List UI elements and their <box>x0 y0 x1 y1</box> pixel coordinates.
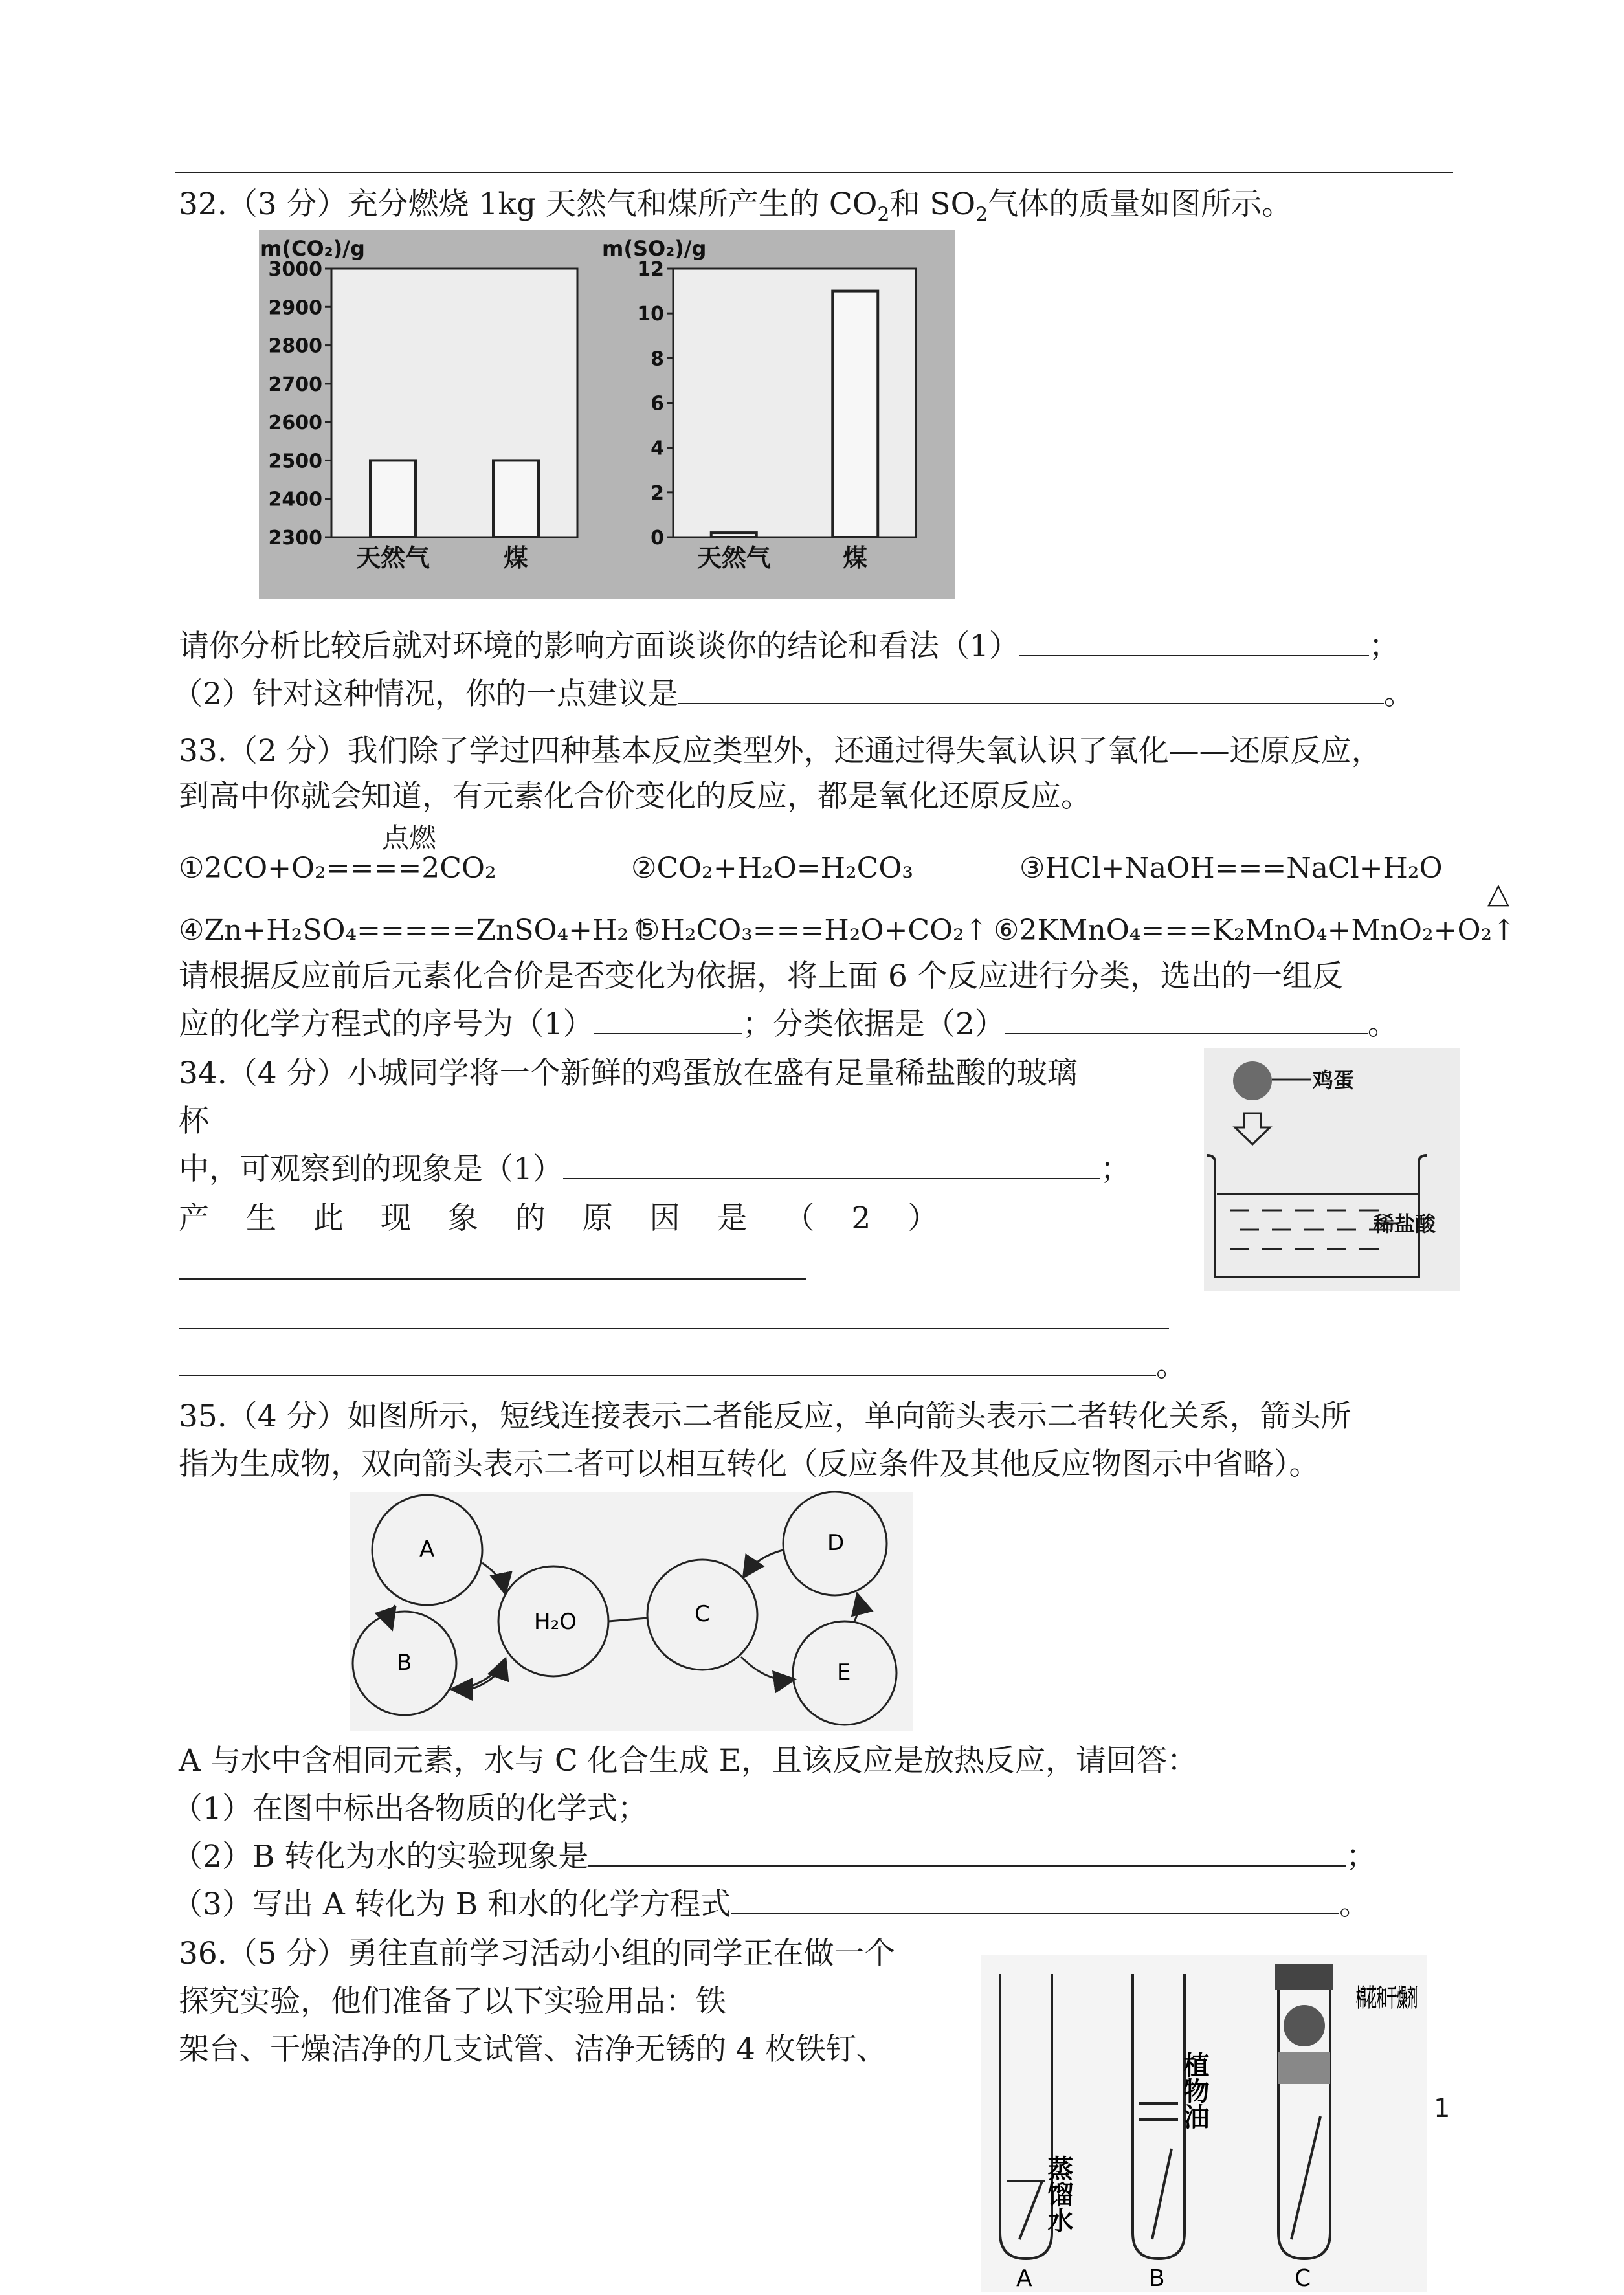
q34-answer-blank-2[interactable] <box>179 1252 806 1280</box>
q33-eq4: ④Zn+H₂SO₄=====ZnSO₄+H₂↑ <box>179 914 652 947</box>
q33-line2: 到高中你就会知道，有元素化合价变化的反应，都是氧化还原反应。 <box>179 779 1091 814</box>
q33-condition: 点燃 <box>382 822 437 854</box>
q33-line1: 33.（2 分）我们除了学过四种基本反应类型外，还通过得失氧认识了氧化——还原反应， <box>179 733 1382 769</box>
desiccant-icon <box>1278 2052 1330 2084</box>
tube-c-label: C <box>1295 2265 1311 2292</box>
q35-line4: （1）在图中标出各物质的化学式； <box>172 1791 648 1826</box>
q33-answer-blank-1[interactable] <box>594 1007 742 1034</box>
q35-line6: （3）写出 A 转化为 B 和水的化学方程式 。 <box>172 1887 1370 1922</box>
co2-category-label: 煤 <box>503 544 529 572</box>
q33-eq1: ①2CO+O₂====2CO₂ <box>179 852 496 885</box>
so2-plot-area <box>673 269 916 537</box>
node-b-label: B <box>397 1650 412 1676</box>
q33-eq2: ②CO₂+H₂O=H₂CO₃ <box>631 852 914 885</box>
tube-a-label: A <box>1016 2265 1032 2292</box>
q36-line2: 探究实验，他们准备了以下实验用品：铁 <box>179 1984 726 2019</box>
co2-tick-label: 3000 <box>268 258 322 281</box>
so2-tick-label: 12 <box>637 258 664 281</box>
co2-tick-label: 2900 <box>268 296 322 320</box>
q35-answer-blank-2[interactable] <box>731 1887 1339 1914</box>
co2-y-axis-label: m(CO₂)/g <box>260 236 365 261</box>
q34-answer-blank-3[interactable] <box>179 1302 1169 1329</box>
egg-icon <box>1233 1061 1272 1100</box>
q33-line3: 请根据反应前后元素化合价是否变化为依据，将上面 6 个反应进行分类，选出的一组反 <box>179 959 1343 994</box>
co2-tick-label: 2400 <box>268 488 322 511</box>
q36-line1: 36.（5 分）勇往直前学习活动小组的同学正在做一个 <box>179 1936 895 1971</box>
q32-bar-charts <box>259 230 955 599</box>
q33-eq6: ⑥2KMnO₄===K₂MnO₄+MnO₂+O₂↑ <box>994 914 1517 947</box>
h2o-c-link <box>608 1618 647 1621</box>
label-distilled-water: 蒸馏水 <box>1043 2155 1073 2233</box>
so2-category-label: 煤 <box>843 544 868 572</box>
so2-y-axis-label: m(SO₂)/g <box>602 236 707 261</box>
co2-tick-label: 2500 <box>268 450 322 473</box>
q32-answer-blank-2[interactable] <box>678 677 1384 704</box>
q34-line3: 中，可观察到的现象是（1） ； <box>179 1151 1131 1187</box>
so2-tick-label: 2 <box>651 482 664 505</box>
co2-tick-label: 2800 <box>268 335 322 358</box>
q35-line2: 指为生成物，双向箭头表示二者可以相互转化（反应条件及其他反应物图示中省略）。 <box>179 1447 1320 1482</box>
co2-tick-label: 2300 <box>268 527 322 549</box>
stopper-icon <box>1275 1964 1333 1990</box>
so2-tick-label: 0 <box>651 527 664 549</box>
q34-answer-blank-4[interactable] <box>179 1349 1156 1376</box>
tube-b-label: B <box>1149 2265 1165 2292</box>
so2-tick-label: 10 <box>637 303 664 326</box>
q35-line3: A 与水中含相同元素，水与 C 化合生成 E，且该反应是放热反应，请回答： <box>179 1743 1197 1779</box>
q34-line2: 杯 <box>179 1103 209 1139</box>
q33-eq5: ⑤H₂CO₃===H₂O+CO₂↑ <box>634 914 988 947</box>
q33-eq3: ③HCl+NaOH===NaCl+H₂O <box>1019 852 1443 885</box>
q33-line4: 应的化学方程式的序号为（1） ；分类依据是（2） 。 <box>179 1006 1398 1042</box>
node-d-label: D <box>827 1530 845 1556</box>
co2-category-label: 天然气 <box>355 544 430 572</box>
q35-line5: （2）B 转化为水的实验现象是 ； <box>172 1839 1377 1874</box>
node-a-label: A <box>419 1536 435 1562</box>
page-number: 1 <box>1434 2094 1451 2123</box>
q35-answer-blank-1[interactable] <box>588 1839 1346 1867</box>
node-c-label: C <box>695 1601 710 1627</box>
q36-test-tubes-figure <box>981 1955 1427 2292</box>
node-h2o-label: H₂O <box>534 1609 577 1635</box>
acid-label: 稀盐酸 <box>1374 1212 1436 1236</box>
q33-answer-blank-2[interactable] <box>1005 1007 1368 1034</box>
node-e-label: E <box>837 1659 851 1685</box>
co2-plot-area <box>331 269 577 537</box>
q32-stem: 32.（3 分）充分燃烧 1kg 天然气和煤所产生的 $CO_2$和 $SO_2$气体的质量如图所示。 <box>179 186 1293 227</box>
q34-line1: 34.（4 分）小城同学将一个新鲜的鸡蛋放在盛有足量稀盐酸的玻璃 <box>179 1056 1078 1091</box>
label-vegetable-oil: 植物油 <box>1179 2052 1209 2129</box>
co2-tick-label: 2600 <box>268 412 322 435</box>
q34-answer-blank-1[interactable] <box>563 1152 1100 1179</box>
q32-chart-svg <box>259 230 955 599</box>
so2-bar <box>832 291 878 537</box>
q35-relation-diagram <box>350 1492 913 1731</box>
label-cotton-desiccant: 棉花和干燥剂 <box>1356 1984 1418 2012</box>
q32-ask2: （2）针对这种情况，你的一点建议是 。 <box>172 676 1414 712</box>
header-rule <box>175 172 1453 173</box>
q32-ask1: 请你分析比较后就对环境的影响方面谈谈你的结论和看法（1） ； <box>179 628 1399 664</box>
q32-answer-blank-1[interactable] <box>1019 629 1369 656</box>
q33-heat-triangle: △ <box>1487 877 1509 910</box>
so2-tick-label: 4 <box>651 437 664 460</box>
co2-bar <box>370 460 416 537</box>
so2-tick-label: 8 <box>651 348 664 371</box>
cotton-icon <box>1284 2005 1325 2046</box>
q34-beaker-figure <box>1204 1048 1460 1291</box>
q35-line1: 35.（4 分）如图所示，短线连接表示二者能反应，单向箭头表示二者转化关系，箭头所 <box>179 1399 1351 1434</box>
q36-line3: 架台、干燥洁净的几支试管、洁净无锈的 4 枚铁钉、 <box>179 2032 887 2067</box>
egg-label: 鸡蛋 <box>1313 1068 1355 1092</box>
q34-line4: 产 生 此 现 象 的 原 因 是 （ 2 ） <box>179 1201 939 1236</box>
so2-category-label: 天然气 <box>696 544 771 572</box>
tube-b <box>1133 1974 1185 2259</box>
co2-tick-label: 2700 <box>268 373 322 396</box>
co2-bar <box>493 460 539 537</box>
q34-end-line: 。 <box>179 1346 1186 1386</box>
so2-tick-label: 6 <box>651 392 664 416</box>
so2-bar <box>711 533 757 537</box>
down-arrow-icon <box>1235 1113 1270 1144</box>
